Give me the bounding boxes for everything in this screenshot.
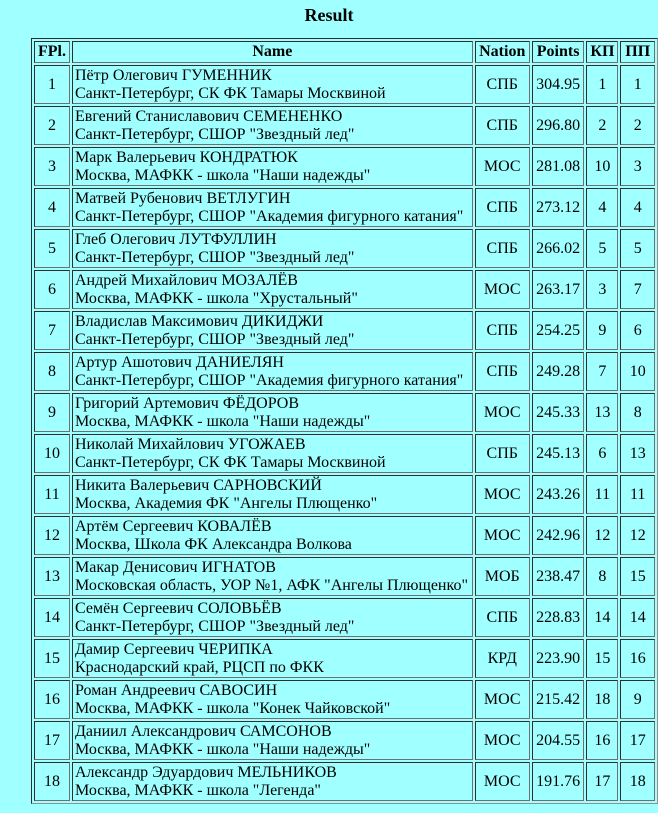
skater-club: Москва, Академия ФК "Ангелы Плющенко": [75, 494, 378, 512]
skater-name: Андрей Михайлович МОЗАЛЁВ: [75, 271, 298, 289]
skater-name: Пётр Олегович ГУМЕННИК: [75, 66, 272, 84]
skater-club: Москва, МАФКК - школа "Наши надежды": [75, 166, 371, 184]
pp-cell: 12: [620, 516, 655, 555]
pp-cell: 3: [620, 147, 655, 186]
table-row: [34, 311, 655, 350]
kp-cell: 14: [586, 598, 618, 637]
skater-club: Краснодарский край, РЦСП по ФКК: [75, 658, 324, 676]
points-cell: 296.80: [532, 106, 585, 145]
kp-cell: 16: [586, 721, 618, 760]
points-cell: 243.26: [532, 475, 585, 514]
nation-cell: МОС: [475, 680, 530, 719]
rank-cell: 2: [34, 106, 70, 145]
name-cell: [72, 270, 473, 309]
table-row: [34, 106, 655, 145]
kp-cell: 4: [586, 188, 618, 227]
nation-cell: МОС: [475, 393, 530, 432]
skater-club: Москва, МАФКК - школа "Наши надежды": [75, 740, 371, 758]
skater-name: Никита Валерьевич САРНОВСКИЙ: [75, 476, 322, 494]
kp-cell: 8: [586, 557, 618, 596]
pp-cell: 17: [620, 721, 655, 760]
page-title: Result: [304, 5, 354, 25]
skater-name: Александр Эдуардович МЕЛЬНИКОВ: [75, 763, 337, 781]
pp-cell: 8: [620, 393, 655, 432]
results-table: [31, 38, 658, 804]
kp-cell: 9: [586, 311, 618, 350]
points-cell: 249.28: [532, 352, 585, 391]
skater-name: Артур Ашотович ДАНИЕЛЯН: [75, 353, 284, 371]
skater-name: Дамир Сергеевич ЧЕРИПКА: [75, 640, 273, 658]
points-cell: 281.08: [532, 147, 585, 186]
results-table-body: [34, 65, 655, 801]
name-cell: [72, 65, 473, 104]
nation-cell: СПБ: [475, 188, 530, 227]
kp-cell: 1: [586, 65, 618, 104]
rank-cell: 17: [34, 721, 70, 760]
nation-cell: МОС: [475, 516, 530, 555]
name-cell: [72, 680, 473, 719]
points-cell: 204.55: [532, 721, 585, 760]
skater-club: Москва, МАФКК - школа "Легенда": [75, 781, 321, 799]
header-cell-kp: КП: [586, 41, 618, 63]
skater-name: Николай Михайлович УГОЖАЕВ: [75, 435, 306, 453]
pp-cell: 4: [620, 188, 655, 227]
table-row: [34, 557, 655, 596]
points-cell: 245.33: [532, 393, 585, 432]
name-cell: [72, 352, 473, 391]
name-cell: [72, 762, 473, 801]
kp-cell: 12: [586, 516, 618, 555]
points-cell: 228.83: [532, 598, 585, 637]
pp-cell: 11: [620, 475, 655, 514]
name-cell: [72, 598, 473, 637]
skater-club: Санкт-Петербург, СШОР "Академия фигурного катания": [75, 371, 464, 389]
name-cell: [72, 147, 473, 186]
points-cell: 304.95: [532, 65, 585, 104]
table-row: [34, 475, 655, 514]
points-cell: 245.13: [532, 434, 585, 473]
table-row: [34, 188, 655, 227]
rank-cell: 13: [34, 557, 70, 596]
points-cell: 263.17: [532, 270, 585, 309]
pp-cell: 10: [620, 352, 655, 391]
skater-name: Роман Андреевич САВОСИН: [75, 681, 278, 699]
rank-cell: 1: [34, 65, 70, 104]
points-cell: 254.25: [532, 311, 585, 350]
pp-cell: 7: [620, 270, 655, 309]
header-cell-nation: Nation: [475, 41, 530, 63]
pp-cell: 2: [620, 106, 655, 145]
kp-cell: 17: [586, 762, 618, 801]
nation-cell: МОС: [475, 762, 530, 801]
skater-club: Москва, МАФКК - школа "Хрустальный": [75, 289, 358, 307]
points-cell: 191.76: [532, 762, 585, 801]
nation-cell: МОС: [475, 721, 530, 760]
header-cell-pp: ПП: [620, 41, 655, 63]
table-row: [34, 598, 655, 637]
nation-cell: МОС: [475, 147, 530, 186]
rank-cell: 12: [34, 516, 70, 555]
rank-cell: 7: [34, 311, 70, 350]
skater-club: Санкт-Петербург, СК ФК Тамары Москвиной: [75, 453, 386, 471]
header-cell-fpl: FPl.: [34, 41, 70, 63]
nation-cell: СПБ: [475, 229, 530, 268]
table-row: [34, 434, 655, 473]
name-cell: [72, 188, 473, 227]
pp-cell: 5: [620, 229, 655, 268]
points-cell: 238.47: [532, 557, 585, 596]
table-row: [34, 762, 655, 801]
skater-club: Санкт-Петербург, СШОР "Звездный лед": [75, 617, 355, 635]
pp-cell: 14: [620, 598, 655, 637]
nation-cell: СПБ: [475, 65, 530, 104]
points-cell: 215.42: [532, 680, 585, 719]
rank-cell: 14: [34, 598, 70, 637]
name-cell: [72, 106, 473, 145]
rank-cell: 10: [34, 434, 70, 473]
skater-name: Евгений Станиславович СЕМЕНЕНКО: [75, 107, 343, 125]
table-row: [34, 352, 655, 391]
skater-name: Матвей Рубенович ВЕТЛУГИН: [75, 189, 291, 207]
name-cell: [72, 393, 473, 432]
kp-cell: 15: [586, 639, 618, 678]
skater-name: Даниил Александрович САМСОНОВ: [75, 722, 332, 740]
rank-cell: 6: [34, 270, 70, 309]
kp-cell: 5: [586, 229, 618, 268]
kp-cell: 6: [586, 434, 618, 473]
rank-cell: 8: [34, 352, 70, 391]
name-cell: [72, 434, 473, 473]
table-row: [34, 721, 655, 760]
skater-club: Санкт-Петербург, СШОР "Академия фигурного катания": [75, 207, 464, 225]
kp-cell: 2: [586, 106, 618, 145]
points-cell: 273.12: [532, 188, 585, 227]
rank-cell: 15: [34, 639, 70, 678]
nation-cell: СПБ: [475, 598, 530, 637]
kp-cell: 3: [586, 270, 618, 309]
kp-cell: 11: [586, 475, 618, 514]
rank-cell: 3: [34, 147, 70, 186]
rank-cell: 11: [34, 475, 70, 514]
nation-cell: МОС: [475, 270, 530, 309]
nation-cell: МОБ: [475, 557, 530, 596]
points-cell: 242.96: [532, 516, 585, 555]
nation-cell: СПБ: [475, 106, 530, 145]
kp-cell: 7: [586, 352, 618, 391]
rank-cell: 5: [34, 229, 70, 268]
name-cell: [72, 516, 473, 555]
kp-cell: 10: [586, 147, 618, 186]
pp-cell: 6: [620, 311, 655, 350]
rank-cell: 4: [34, 188, 70, 227]
table-row: [34, 147, 655, 186]
rank-cell: 18: [34, 762, 70, 801]
skater-club: Москва, Школа ФК Александра Волкова: [75, 535, 352, 553]
kp-cell: 18: [586, 680, 618, 719]
skater-club: Санкт-Петербург, СШОР "Звездный лед": [75, 125, 355, 143]
pp-cell: 16: [620, 639, 655, 678]
name-cell: [72, 311, 473, 350]
rank-cell: 9: [34, 393, 70, 432]
nation-cell: СПБ: [475, 352, 530, 391]
skater-name: Артём Сергеевич КОВАЛЁВ: [75, 517, 272, 535]
skater-club: Московская область, УОР №1, АФК "Ангелы Плющенко": [75, 576, 468, 594]
skater-name: Владислав Максимович ДИКИДЖИ: [75, 312, 324, 330]
nation-cell: СПБ: [475, 434, 530, 473]
name-cell: [72, 475, 473, 514]
pp-cell: 9: [620, 680, 655, 719]
skater-club: Санкт-Петербург, СШОР "Звездный лед": [75, 330, 355, 348]
points-cell: 266.02: [532, 229, 585, 268]
skater-name: Глеб Олегович ЛУТФУЛЛИН: [75, 230, 277, 248]
nation-cell: КРД: [475, 639, 530, 678]
table-row: [34, 516, 655, 555]
name-cell: [72, 639, 473, 678]
table-row: [34, 680, 655, 719]
points-cell: 223.90: [532, 639, 585, 678]
name-cell: [72, 229, 473, 268]
pp-cell: 18: [620, 762, 655, 801]
nation-cell: МОС: [475, 475, 530, 514]
header-cell-name: Name: [72, 41, 473, 63]
pp-cell: 13: [620, 434, 655, 473]
rank-cell: 16: [34, 680, 70, 719]
name-cell: [72, 557, 473, 596]
skater-club: Санкт-Петербург, СШОР "Звездный лед": [75, 248, 355, 266]
name-cell: [72, 721, 473, 760]
skater-name: Марк Валерьевич КОНДРАТЮК: [75, 148, 298, 166]
skater-club: Москва, МАФКК - школа "Наши надежды": [75, 412, 371, 430]
skater-name: Григорий Артемович ФЁДОРОВ: [75, 394, 300, 412]
table-row: [34, 229, 655, 268]
table-row: [34, 270, 655, 309]
table-row: [34, 393, 655, 432]
header-cell-points: Points: [532, 41, 585, 63]
kp-cell: 13: [586, 393, 618, 432]
pp-cell: 1: [620, 65, 655, 104]
header-row: [34, 41, 655, 63]
skater-name: Макар Денисович ИГНАТОВ: [75, 558, 276, 576]
nation-cell: СПБ: [475, 311, 530, 350]
table-row: [34, 639, 655, 678]
table-row: [34, 65, 655, 104]
skater-club: Москва, МАФКК - школа "Конек Чайковской": [75, 699, 391, 717]
skater-club: Санкт-Петербург, СК ФК Тамары Москвиной: [75, 84, 386, 102]
skater-name: Семён Сергеевич СОЛОВЬЁВ: [75, 599, 282, 617]
pp-cell: 15: [620, 557, 655, 596]
